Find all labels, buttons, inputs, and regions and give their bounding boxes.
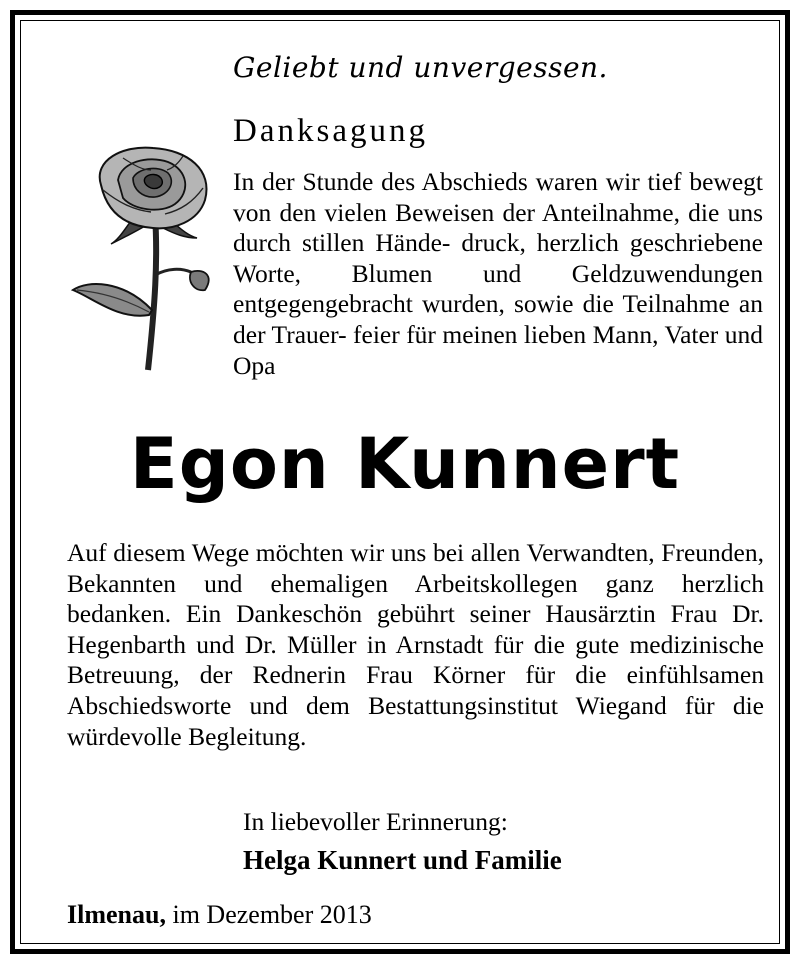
place-date xyxy=(67,900,372,930)
place: Ilmenau, xyxy=(67,900,166,929)
heading: Danksagung xyxy=(233,113,428,149)
notice-border xyxy=(10,10,790,954)
signers: Helga Kunnert und Familie xyxy=(243,845,562,875)
closing-line: In liebevoller Erinnerung: xyxy=(243,807,508,836)
paragraph-gratitude: In der Stunde des Abschieds waren wir tief bewegt von den vielen Beweisen der Anteilnahme, die uns durch stillen Hände- druck, herzlich geschriebene Worte, Blumen und Geldzuwendungen entgegengebracht wurden, sowie die Teilnahme an der Trauer- feier für meinen lieben Mann, Vater und Opa xyxy=(233,167,763,380)
rose-icon xyxy=(63,140,233,385)
motto: Geliebt und unvergessen. xyxy=(233,51,608,84)
date: im Dezember 2013 xyxy=(165,900,372,929)
deceased-name: Egon Kunnert xyxy=(129,423,681,505)
paragraph-thanks: Auf diesem Wege möchten wir uns bei allen Verwandten, Freunden, Bekannten und ehemaligen Arbeitskollegen ganz herzlich bedanken. Ein Dankeschön gebührt seiner Hausärztin Frau Dr. Hegenbarth und Dr. Müller in Arnstadt für die gute medizinische Betreuung, der Rednerin Frau Körner für die einfühlsamen Abschiedsworte und dem Bestattungsinstitut Wiegand für die würdevolle Begleitung. xyxy=(67,538,764,751)
